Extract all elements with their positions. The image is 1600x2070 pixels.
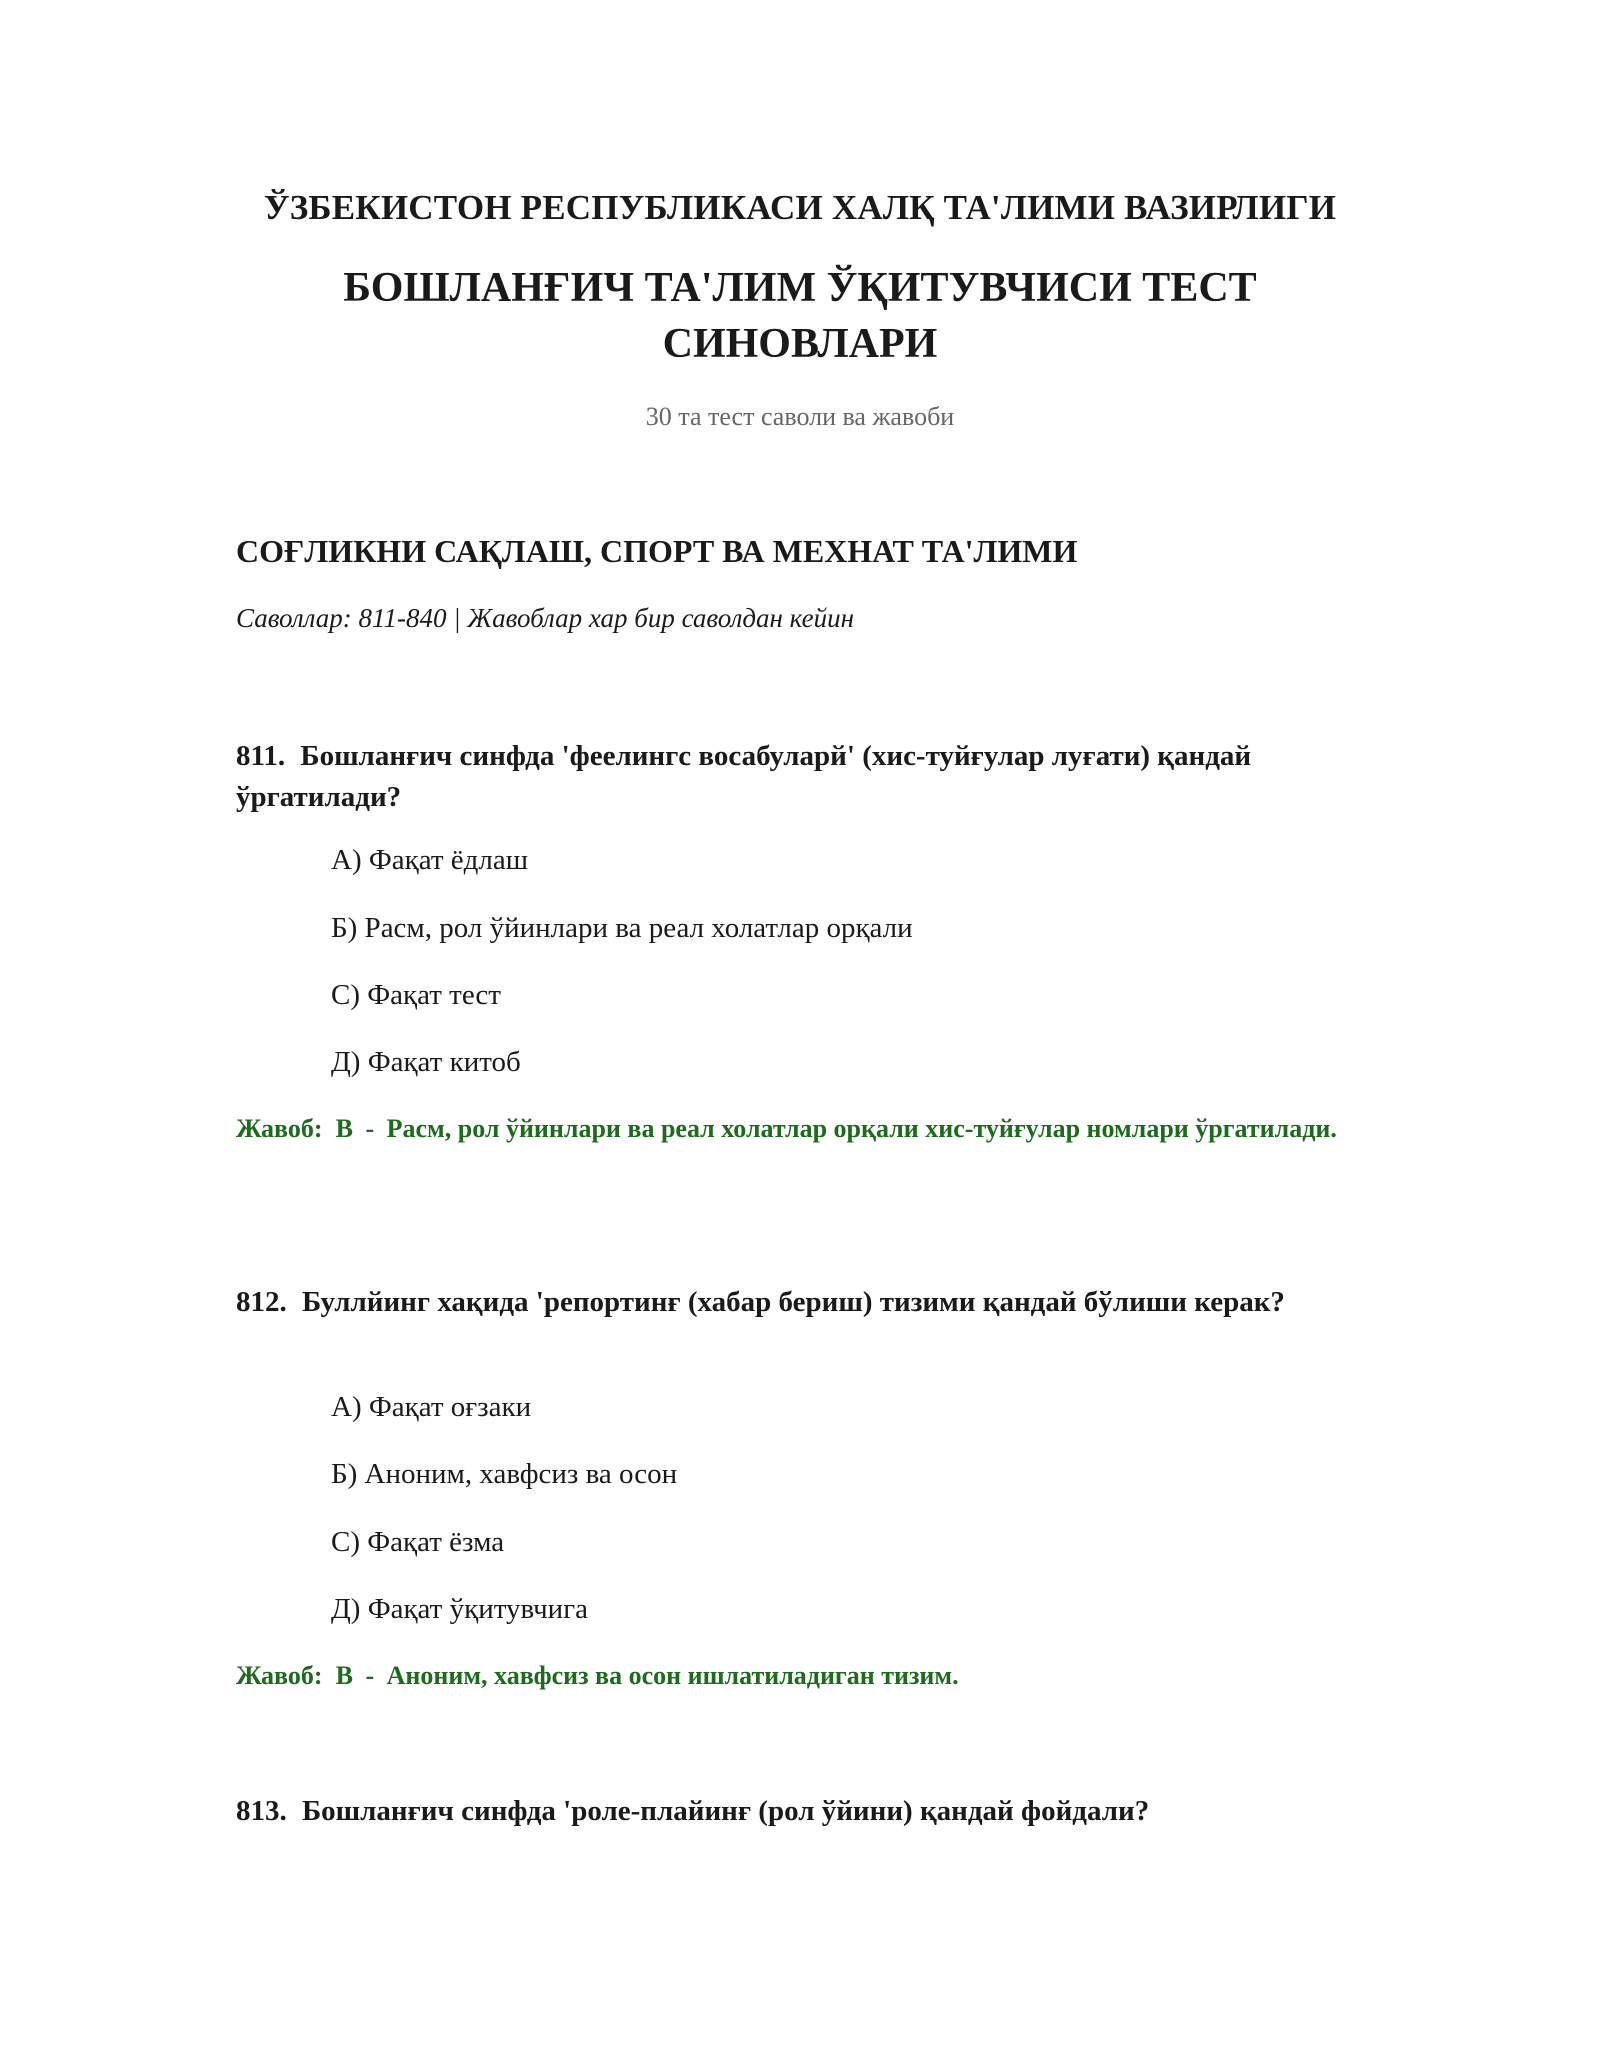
answer-text: Аноним, хавфсиз ва осон ишлатиладиган тизим. (386, 1661, 959, 1690)
question-number: 813. (236, 1795, 287, 1827)
answer-option-c: С) Фақат тест (331, 979, 501, 1011)
question-811 (236, 736, 1366, 818)
answer-text: Расм, рол ўйинлари ва реал холатлар орқали хис-туйғулар номлари ўргатилади. (386, 1114, 1337, 1143)
ministry-heading: ЎЗБЕКИСТОН РЕСПУБЛИКАСИ ХАЛҚ ТА'ЛИМИ ВАЗИРЛИГИ (263, 188, 1337, 227)
answer-option-d: Д) Фақат китоб (331, 1046, 521, 1078)
answer-letter: B (335, 1661, 353, 1690)
section-title: СОҒЛИКНИ САҚЛАШ, СПОРТ ВА МЕХНАТ ТА'ЛИМИ (236, 533, 1078, 569)
answer-option-b: Б) Расм, рол ўйинлари ва реал холатлар орқали (331, 912, 913, 944)
answer-separator: - (365, 1661, 375, 1690)
document-title (300, 260, 1300, 372)
question-number: 812. (236, 1286, 287, 1318)
question-number: 811. (236, 740, 286, 772)
document-title-line-1: БОШЛАНҒИЧ ТА'ЛИМ ЎҚИТУВЧИСИ ТЕСТ (343, 265, 1257, 311)
answer-811 (236, 1110, 1356, 1148)
answer-812 (236, 1657, 1356, 1695)
answer-separator: - (365, 1114, 375, 1143)
question-text: Буллйинг хақида 'репортинғ (хабар бериш) тизими қандай бўлиши керак? (302, 1286, 1285, 1318)
document-subtitle: 30 та тест саволи ва жавоби (645, 402, 955, 431)
question-text: Бошланғич синфда 'роле-плайинғ (рол ўйини) қандай фойдали? (302, 1795, 1150, 1827)
answer-option-b: Б) Аноним, хавфсиз ва осон (331, 1458, 678, 1490)
answer-option-a: А) Фақат оғзаки (331, 1391, 532, 1423)
answer-option-d: Д) Фақат ўқитувчига (331, 1593, 588, 1625)
section-note: Саволлар: 811-840 | Жавоблар хар бир саволдан кейин (236, 603, 855, 633)
answer-label: Жавоб: (236, 1661, 323, 1690)
answer-option-a: А) Фақат ёдлаш (331, 844, 529, 876)
question-813 (236, 1791, 1366, 1832)
answer-letter: B (335, 1114, 353, 1143)
question-text: Бошланғич синфда 'феелингс восабуларй' (хис-туйғулар луғати) қандай ўргатилади? (236, 740, 1252, 813)
answer-label: Жавоб: (236, 1114, 323, 1143)
document-title-line-2: СИНОВЛАРИ (662, 321, 938, 367)
answer-option-c: С) Фақат ёзма (331, 1526, 505, 1558)
question-812 (236, 1282, 1366, 1323)
